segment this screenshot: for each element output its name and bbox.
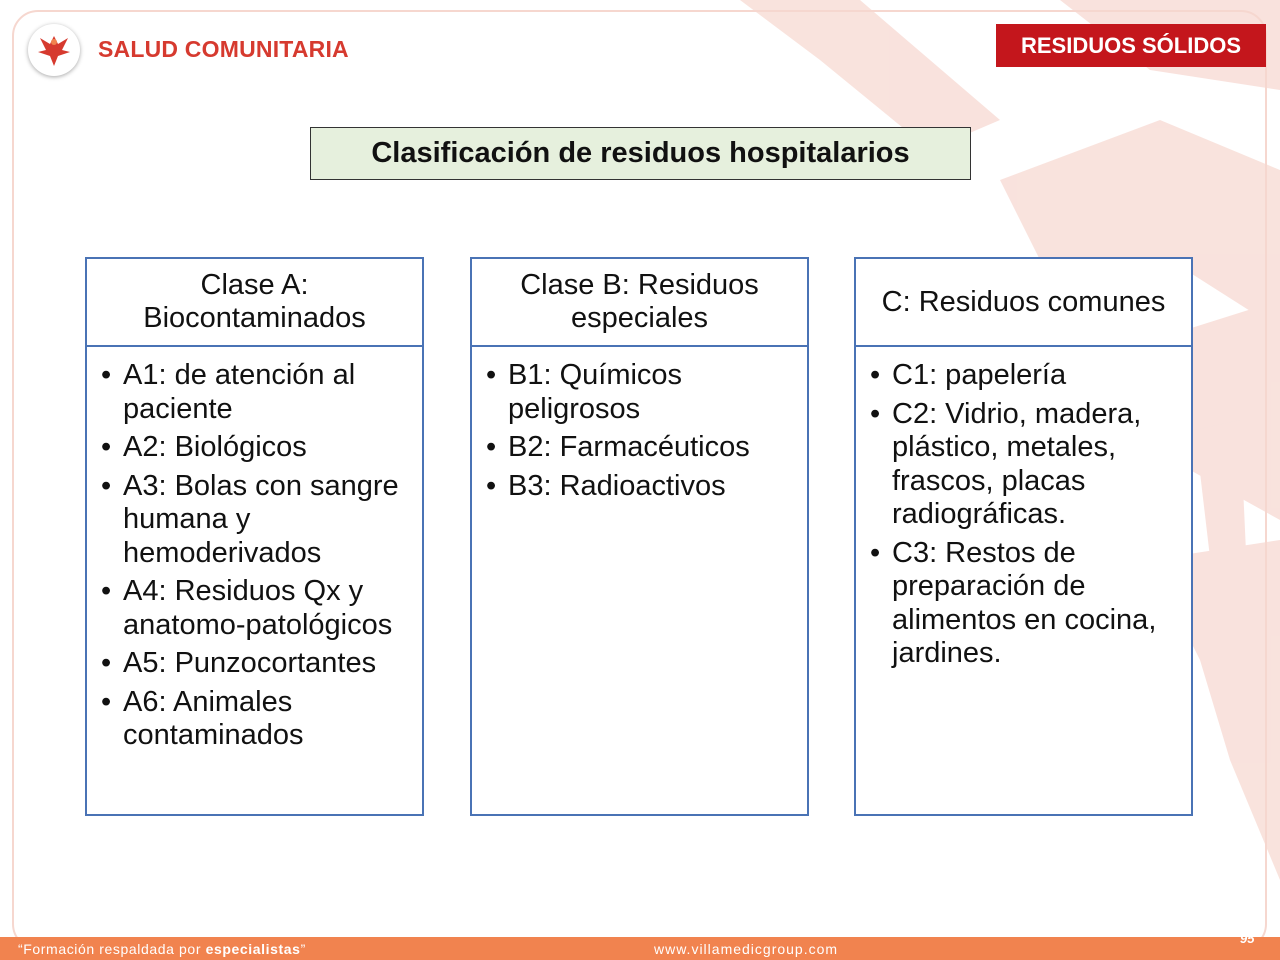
list-item: • A1: de atención al paciente	[101, 359, 356, 425]
footer-bar	[0, 931, 1280, 960]
class-a-box	[85, 257, 424, 816]
list-item: • A6: Animales contaminados	[101, 685, 304, 751]
class-a-heading: Clase A: Biocontaminados	[87, 259, 422, 347]
list-item: • A2: Biológicos	[101, 431, 307, 463]
list-item: • B2: Farmacéuticos	[486, 431, 750, 463]
section-tag: RESIDUOS SÓLIDOS	[996, 24, 1266, 67]
list-item: • C2: Vidrio, madera, plástico, metales, frascos, placas radiográficas.	[870, 397, 1142, 530]
list-item: • C1: papelería	[870, 359, 1067, 391]
class-c-box	[854, 257, 1193, 816]
class-a-list	[87, 347, 422, 753]
class-b-box	[470, 257, 809, 816]
slide-title: Clasificación de residuos hospitalarios	[310, 127, 971, 180]
class-c-list	[856, 347, 1191, 671]
footer-website: www.villamedicgroup.com	[654, 941, 839, 957]
brand-title: SALUD COMUNITARIA	[98, 36, 349, 62]
list-item: • A3: Bolas con sangre humana y hemoderivados	[101, 469, 399, 569]
list-item: • A5: Punzocortantes	[101, 647, 377, 679]
class-c-heading: C: Residuos comunes	[856, 259, 1191, 347]
list-item: • C3: Restos de preparación de alimentos en cocina, jardines.	[870, 536, 1157, 669]
list-item: • A4: Residuos Qx y anatomo-patológicos	[101, 575, 393, 641]
list-item: • B3: Radioactivos	[486, 469, 726, 502]
phoenix-logo-icon	[28, 24, 80, 76]
class-b-heading: Clase B: Residuos especiales	[472, 259, 807, 347]
class-b-list	[472, 347, 807, 503]
list-item: • B1: Químicos peligrosos	[486, 359, 683, 425]
page-number: 95	[1240, 931, 1255, 946]
footer-motto: “Formación respaldada por especialistas”	[18, 941, 306, 957]
